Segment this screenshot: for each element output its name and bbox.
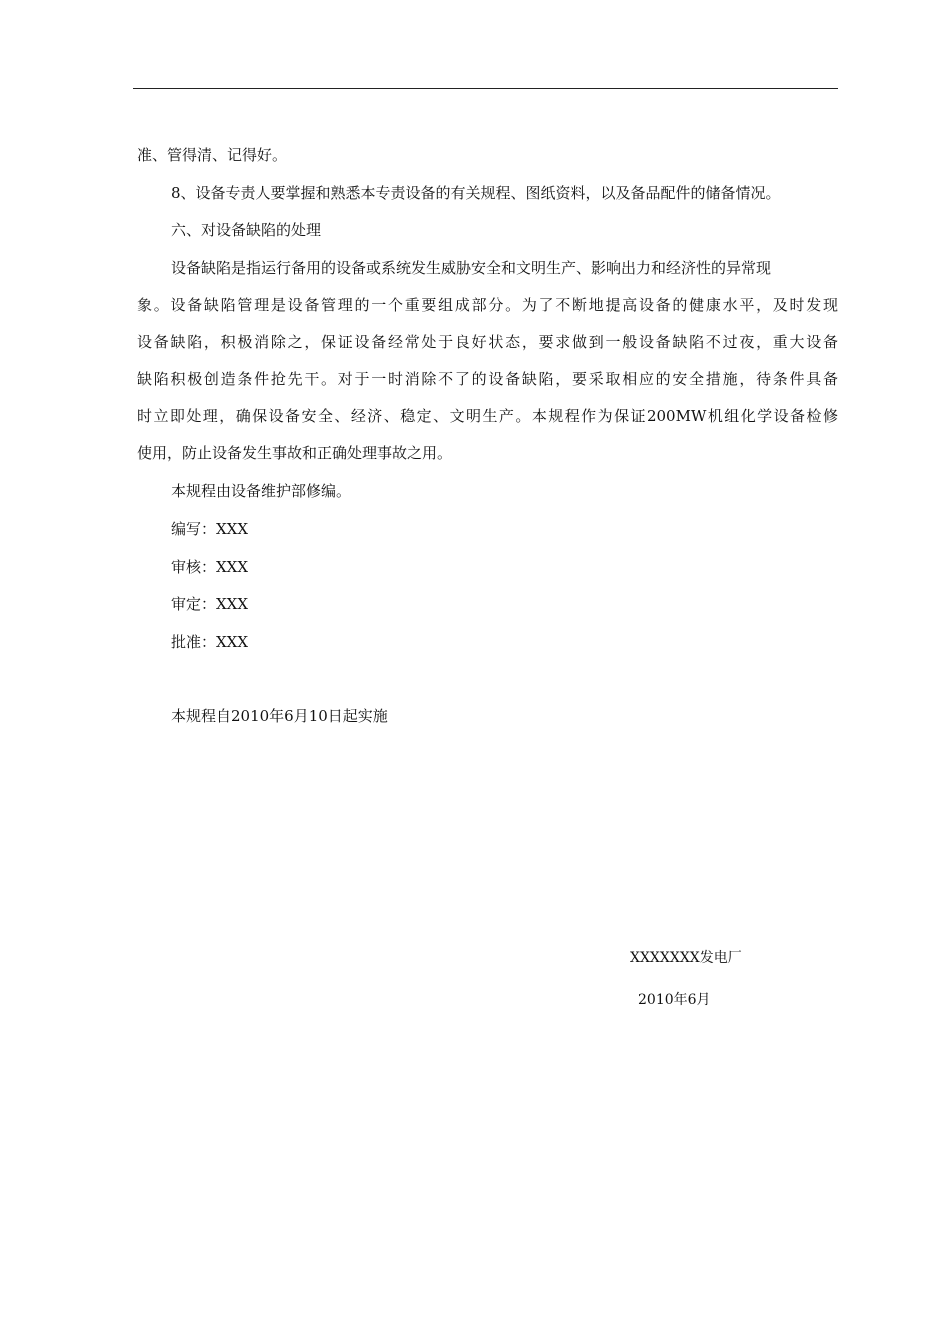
body-line-1: 准、管得清、记得好。 (137, 146, 288, 164)
paragraph-line-6: 使用，防止设备发生事故和正确处理事故之用。 (137, 444, 453, 462)
paragraph-line-4: 缺陷积极创造条件抢先干。对于一时消除不了的设备缺陷，要采取相应的安全措施，待条件具备 (137, 370, 838, 388)
revision-note: 本规程由设备维护部修编。 (171, 482, 352, 500)
paragraph-line-5: 时立即处理，确保设备安全、经济、稳定、文明生产。本规程作为保证200MW机组化学设备检修 (137, 407, 838, 425)
approver-line: 批准：XXX (171, 633, 249, 651)
signature-date: 2010年6月 (638, 992, 711, 1008)
paragraph-line-3: 设备缺陷，积极消除之，保证设备经常处于良好状态，要求做到一般设备缺陷不过夜，重大设备 (137, 333, 838, 351)
author-line: 编写：XXX (171, 520, 249, 538)
section-heading-defect-handling: 六、对设备缺陷的处理 (171, 221, 322, 239)
verifier-line: 审定：XXX (171, 595, 249, 613)
effective-date-line: 本规程自2010年6月10日起实施 (171, 707, 388, 725)
body-line-item-8: 8、设备专责人要掌握和熟悉本专责设备的有关规程、图纸资料，以及备品配件的储备情况。 (171, 184, 781, 202)
signature-org: XXXXXXX发电厂 (630, 950, 742, 966)
reviewer-line: 审核：XXX (171, 558, 249, 576)
paragraph-line-2: 象。设备缺陷管理是设备管理的一个重要组成部分。为了不断地提高设备的健康水平，及时发现 (137, 296, 838, 314)
header-rule (133, 88, 838, 89)
paragraph-line-1: 设备缺陷是指运行备用的设备或系统发生威胁安全和文明生产、影响出力和经济性的异常现 (171, 259, 772, 277)
